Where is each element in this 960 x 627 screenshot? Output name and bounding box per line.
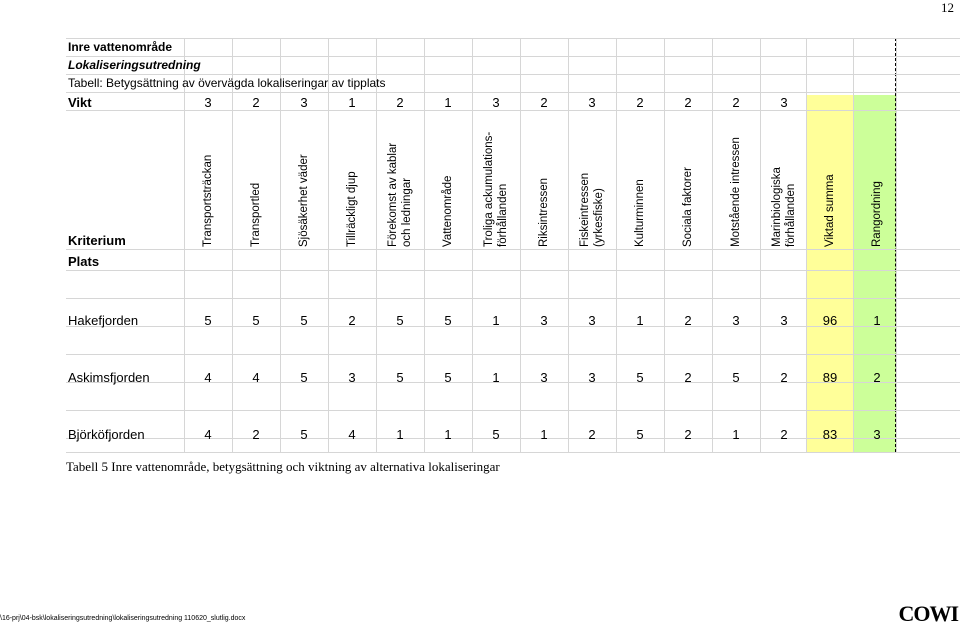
column-header — [386, 143, 414, 247]
column-header — [870, 181, 884, 247]
grid-hline — [66, 92, 960, 93]
column-header-line2: (yrkesfiske) — [593, 188, 605, 247]
grid-vline — [760, 38, 761, 452]
footer-file-path: \16-prj\04-bsk\lokaliseringsutredning\lokaliseringsutredning 110620_slutlig.docx — [0, 615, 246, 622]
weight-value: 2 — [396, 95, 404, 110]
column-header-line1: Vattenområde — [442, 175, 454, 247]
score-cell: 3 — [780, 313, 788, 328]
score-cell: 1 — [492, 313, 500, 328]
table-caption: Tabell 5 Inre vattenområde, betygsättning och viktning av alternativa lokaliseringar — [66, 459, 500, 474]
score-cell: 96 — [822, 313, 838, 328]
column-header-line2: förhållanden — [497, 183, 509, 247]
column-header-line1: Tillräckligt djup — [346, 171, 358, 247]
column-header-line1: Viktad summa — [824, 174, 836, 247]
grid-vline — [280, 38, 281, 452]
column-header — [441, 176, 455, 247]
score-cell: 3 — [540, 370, 548, 385]
column-header-line1: Sociala faktorer — [682, 167, 694, 247]
score-cell: 1 — [444, 427, 452, 442]
grid-vline — [712, 38, 713, 452]
column-header-line1: Marinbiologiska — [771, 167, 783, 247]
score-cell: 3 — [873, 427, 881, 442]
score-cell: 89 — [822, 370, 838, 385]
column-header — [578, 173, 606, 247]
spreadsheet-table — [66, 38, 960, 452]
score-cell: 5 — [300, 370, 308, 385]
column-header-line1: Riksintressen — [538, 177, 550, 247]
weight-value: 2 — [540, 95, 548, 110]
grid-hline — [66, 110, 960, 111]
grid-vline — [424, 38, 425, 452]
grid-vline — [232, 38, 233, 452]
grid-hline — [66, 452, 960, 453]
score-cell: 2 — [252, 427, 260, 442]
column-header — [770, 167, 798, 247]
column-header — [249, 183, 263, 247]
weight-value: 3 — [588, 95, 596, 110]
grid-vline — [806, 38, 807, 452]
score-cell: 3 — [540, 313, 548, 328]
score-cell: 5 — [636, 370, 644, 385]
rangordning-column-bg — [853, 95, 896, 452]
grid-hline — [66, 38, 960, 39]
score-cell: 4 — [204, 370, 212, 385]
column-header — [537, 178, 551, 247]
column-header-line1: Troliga ackumulations- — [483, 131, 495, 247]
grid-vline — [472, 38, 473, 452]
score-cell: 1 — [540, 427, 548, 442]
score-cell: 5 — [204, 313, 212, 328]
column-header — [681, 167, 695, 247]
score-cell: 1 — [873, 313, 881, 328]
grid-vline — [520, 38, 521, 452]
score-cell: 1 — [492, 370, 500, 385]
weight-value: 3 — [300, 95, 308, 110]
column-header-line1: Rangordning — [871, 181, 883, 247]
column-header-line2: förhållanden — [785, 183, 797, 247]
score-cell: 5 — [300, 313, 308, 328]
score-cell: 2 — [348, 313, 356, 328]
grid-vline — [328, 38, 329, 452]
score-cell: 2 — [780, 427, 788, 442]
column-header — [297, 154, 311, 247]
column-header-line1: Motstående intressen — [730, 137, 742, 247]
score-cell: 5 — [300, 427, 308, 442]
sheet-subtitle: Lokaliseringsutredning — [68, 58, 201, 72]
grid-vline — [664, 38, 665, 452]
grid-hline — [66, 249, 960, 250]
grid-vline — [896, 38, 897, 452]
place-name: Björköfjorden — [68, 427, 145, 442]
grid-hline — [66, 410, 960, 411]
column-header-line1: Sjösäkerhet väder — [298, 154, 310, 247]
column-header — [345, 171, 359, 247]
grid-hline — [66, 354, 960, 355]
sheet-description: Tabell: Betygsättning av övervägda lokaliseringar av tipplats — [68, 76, 386, 90]
weights-label: Vikt — [68, 95, 92, 110]
cowi-logo: COWI — [898, 601, 958, 626]
weight-value: 2 — [636, 95, 644, 110]
column-header-line1: Transportsträckan — [202, 154, 214, 247]
place-name: Askimsfjorden — [68, 370, 150, 385]
column-header-line1: Kulturminnen — [634, 179, 646, 247]
score-cell: 4 — [348, 427, 356, 442]
weight-value: 3 — [780, 95, 788, 110]
criteria-label: Kriterium — [68, 233, 126, 248]
column-header — [633, 179, 647, 247]
weight-value: 1 — [444, 95, 452, 110]
column-header-line2: och ledningar — [401, 177, 413, 247]
score-cell: 2 — [684, 427, 692, 442]
grid-vline — [376, 38, 377, 452]
score-cell: 3 — [348, 370, 356, 385]
column-header — [729, 137, 743, 247]
sheet-title: Inre vattenområde — [68, 40, 173, 54]
grid-vline — [568, 38, 569, 452]
weight-value: 2 — [732, 95, 740, 110]
column-header — [823, 174, 837, 247]
grid-vline — [616, 38, 617, 452]
column-header — [482, 132, 510, 247]
score-cell: 1 — [732, 427, 740, 442]
grid-hline — [66, 270, 960, 271]
place-name: Hakefjorden — [68, 313, 139, 328]
places-label: Plats — [68, 254, 100, 269]
score-cell: 4 — [204, 427, 212, 442]
weight-value: 3 — [492, 95, 500, 110]
score-cell: 4 — [252, 370, 260, 385]
score-cell: 5 — [732, 370, 740, 385]
weight-value: 1 — [348, 95, 356, 110]
score-cell: 5 — [492, 427, 500, 442]
score-cell: 1 — [396, 427, 404, 442]
score-cell: 5 — [636, 427, 644, 442]
score-cell: 2 — [873, 370, 881, 385]
score-cell: 5 — [396, 370, 404, 385]
weight-value: 2 — [684, 95, 692, 110]
score-cell: 5 — [396, 313, 404, 328]
weight-value: 3 — [204, 95, 212, 110]
column-header — [201, 155, 215, 247]
grid-vline — [184, 38, 185, 452]
score-cell: 2 — [588, 427, 596, 442]
score-cell: 3 — [588, 370, 596, 385]
score-cell: 2 — [684, 370, 692, 385]
column-header-line1: Fiskeintressen — [579, 172, 591, 247]
score-cell: 1 — [636, 313, 644, 328]
score-cell: 5 — [444, 313, 452, 328]
score-cell: 3 — [732, 313, 740, 328]
score-cell: 5 — [444, 370, 452, 385]
page-number: 12 — [941, 0, 954, 15]
column-header-line1: Förekomst av kablar — [387, 142, 399, 247]
viktad-summa-column-bg — [806, 95, 853, 452]
score-cell: 83 — [822, 427, 838, 442]
weight-value: 2 — [252, 95, 260, 110]
grid-vline — [853, 38, 854, 452]
score-cell: 5 — [252, 313, 260, 328]
score-cell: 2 — [684, 313, 692, 328]
score-cell: 3 — [588, 313, 596, 328]
score-cell: 2 — [780, 370, 788, 385]
grid-hline — [66, 298, 960, 299]
column-header-line1: Transportled — [250, 182, 262, 247]
